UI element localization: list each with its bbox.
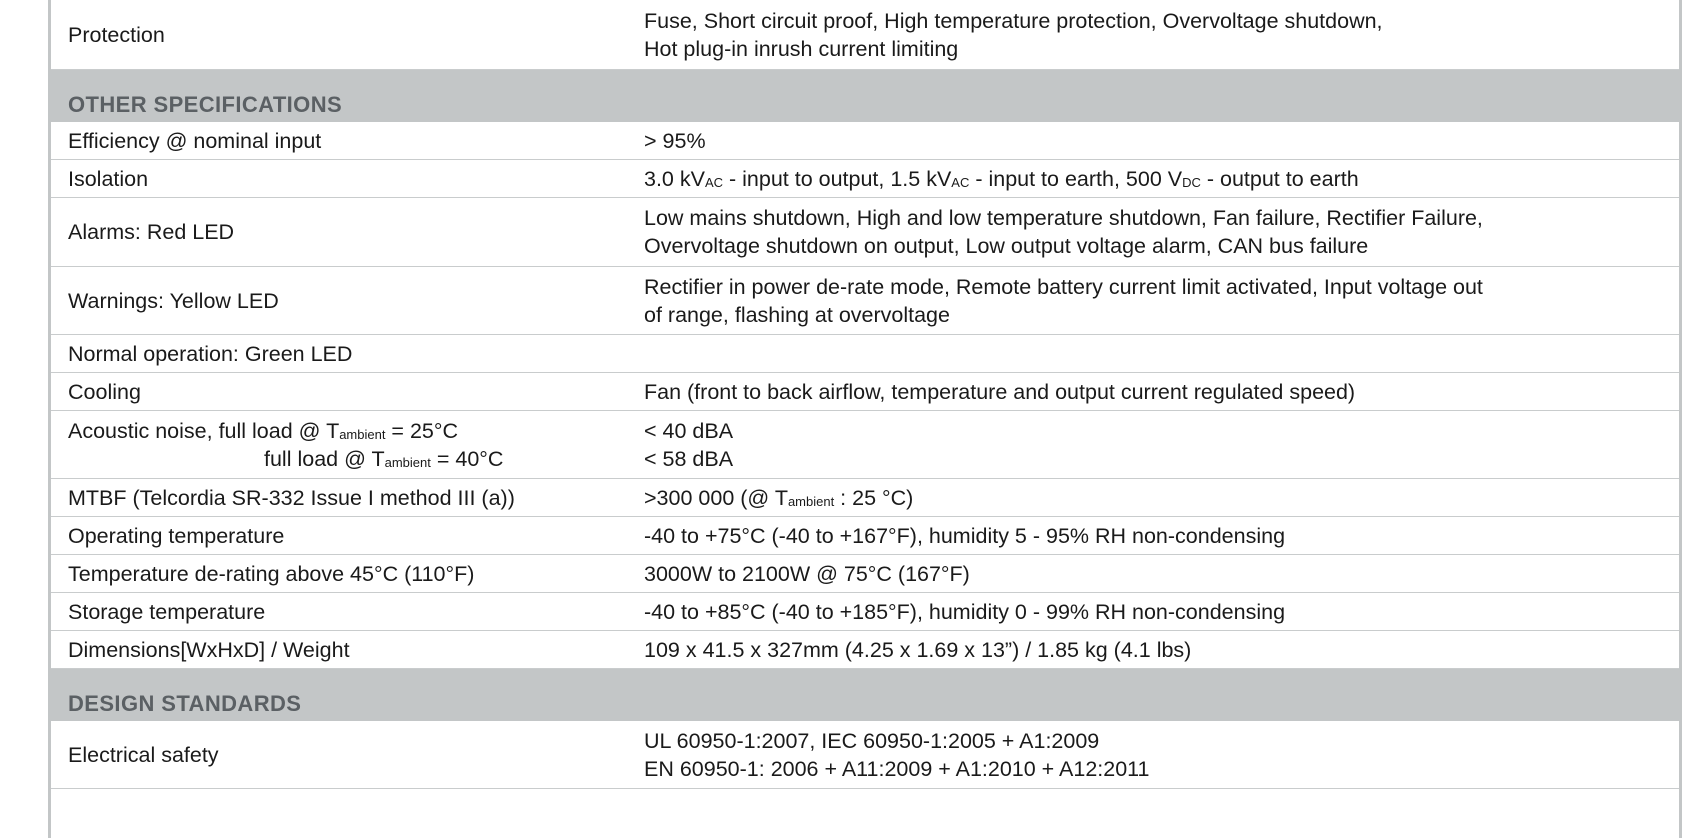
value-line: < 58 dBA [644,446,734,471]
value-line: < 40 dBA [644,418,734,443]
label-line [68,417,644,445]
value-line: UL 60950-1:2007, IEC 60950-1:2005 + A1:2009 [644,728,1100,753]
value-line: Hot plug-in inrush current limiting [644,36,959,61]
row-label [51,593,644,630]
row-label [51,631,644,668]
row-isolation [51,160,1679,198]
label-text: Dimensions[WxHxD] / Weight [68,637,350,662]
label-text: MTBF (Telcordia SR-332 Issue I method III (a)) [68,485,515,510]
row-label [51,160,644,197]
row-value [644,373,1679,410]
row-value [644,593,1679,630]
subscript: ambient [384,454,431,470]
section-heading-other-specifications [51,70,1679,122]
value-line: Fuse, Short circuit proof, High temperature protection, Overvoltage shutdown, [644,8,1383,33]
row-value [644,411,1679,478]
section-heading-text: OTHER SPECIFICATIONS [68,92,343,117]
value-line [644,165,1665,193]
row-label [51,335,644,372]
label-text: Isolation [68,166,149,191]
row-acoustic-noise [51,411,1679,479]
value-line: 3000W to 2100W @ 75°C (167°F) [644,561,970,586]
subscript: AC [951,174,970,190]
label-text: Storage temperature [68,599,266,624]
row-cooling [51,373,1679,411]
row-label [51,122,644,159]
value-line: -40 to +85°C (-40 to +185°F), humidity 0 - 99% RH non-condensing [644,599,1286,624]
subscript: AC [704,174,724,190]
row-label [51,0,644,69]
value-part: - output to earth [1200,166,1359,191]
row-storage-temperature [51,593,1679,631]
row-alarms [51,198,1679,267]
row-label [51,267,644,334]
row-warnings [51,267,1679,335]
subscript: ambient [339,426,386,442]
label-part: = 40°C [430,446,504,471]
section-heading-design-standards [51,669,1679,721]
value-line: EN 60950-1: 2006 + A11:2009 + A1:2010 + A12:2011 [644,756,1150,781]
label-text: Temperature de-rating above 45°C (110°F) [68,561,475,586]
value-line: 109 x 41.5 x 327mm (4.25 x 1.69 x 13”) / 1.85 kg (4.1 lbs) [644,637,1192,662]
label-text: Alarms: Red LED [68,220,235,244]
row-value [644,160,1679,197]
row-value [644,631,1679,668]
row-label [51,517,644,554]
value-line: Fan (front to back airflow, temperature and output current regulated speed) [644,379,1356,404]
row-protection [51,0,1679,70]
label-part: = 25°C [385,418,458,443]
label-part: Acoustic noise, full load @ T [68,418,340,443]
subscript: ambient [787,493,835,509]
value-part: >300 000 (@ T [644,485,788,510]
value-line: -40 to +75°C (-40 to +167°F), humidity 5 - 95% RH non-condensing [644,523,1286,548]
value-line [644,484,1665,512]
row-value [644,198,1679,266]
spec-sheet-frame [48,0,1682,838]
row-normal-operation [51,335,1679,373]
row-value [644,335,1679,372]
label-text: Efficiency @ nominal input [68,128,322,153]
value-part: 3.0 kV [644,166,705,191]
row-value [644,721,1679,788]
value-line: Low mains shutdown, High and low temperature shutdown, Fan failure, Rectifier Failure, [644,206,1483,230]
value-line: > 95% [644,128,706,153]
value-line: of range, flashing at overvoltage [644,302,950,327]
value-part: : 25 °C) [834,485,914,510]
row-value [644,479,1679,516]
specifications-table [51,0,1679,789]
row-label [51,479,644,516]
value-line: Overvoltage shutdown on output, Low output voltage alarm, CAN bus failure [644,234,1369,258]
row-dimensions-weight [51,631,1679,669]
row-operating-temperature [51,517,1679,555]
label-line [68,445,644,473]
row-value [644,0,1679,69]
label-text: Electrical safety [68,742,219,767]
row-electrical-safety [51,721,1679,789]
label-text: Cooling [68,379,141,404]
label-part: full load @ T [264,446,385,471]
row-temperature-derating [51,555,1679,593]
label-text: Normal operation: Green LED [68,341,353,366]
row-value [644,122,1679,159]
row-label [51,555,644,592]
value-part: - input to earth, 500 V [969,166,1183,191]
row-label [51,721,644,788]
row-value [644,267,1679,334]
row-efficiency [51,122,1679,160]
row-label [51,373,644,410]
label-text: Warnings: Yellow LED [68,288,279,313]
label-text: Operating temperature [68,523,285,548]
value-part: - input to output, 1.5 kV [723,166,952,191]
row-value [644,555,1679,592]
row-label [51,198,644,266]
row-mtbf [51,479,1679,517]
row-label [51,411,644,478]
subscript: DC [1182,174,1201,190]
label-text: Protection [68,22,165,47]
value-line: Rectifier in power de-rate mode, Remote battery current limit activated, Input voltage out [644,274,1483,299]
row-value [644,517,1679,554]
section-heading-text: DESIGN STANDARDS [68,691,302,716]
